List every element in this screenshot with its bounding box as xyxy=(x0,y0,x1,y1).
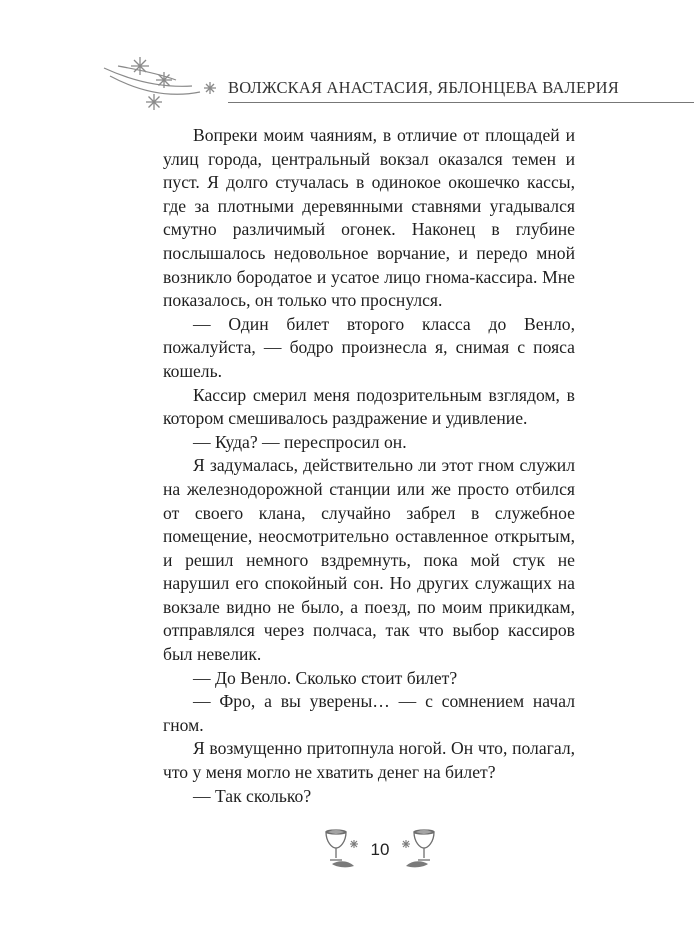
paragraph: Я задумалась, действительно ли этот гном служил на железнодорожной станции или же просто отбился от своего клана, случайно забрел в служебное помещение, неосмотрительно оставленное открытым, и решил немного вздремнуть, пока мой стук не нарушил его спокойный сон. Но других служащих на вокзале видно не было, а поезд, по моим прикидкам, отправлялся через полчаса, так что выбор кассиров был невелик. xyxy=(163,455,575,665)
paragraph: — Фро, а вы уверены… — с сомнением начал гном. xyxy=(163,691,575,735)
paragraph: Вопреки моим чаяниям, в отличие от площадей и улиц города, центральный вокзал оказался темен и пуст. Я долго стучалась в одинокое окошечко кассы, где за плотными деревянными ставнями угадывался смутно различимый огонек. Наконец в глубине послышалось недовольное ворчание, и передо мной возникло бородатое и усатое лицо гнома-кассира. Мне показалось, он только что проснулся. xyxy=(163,125,575,311)
header-rule xyxy=(228,102,694,103)
page-footer xyxy=(322,826,438,874)
goblet-snowflake-icon xyxy=(322,826,362,874)
paragraph: — Куда? — переспросил он. xyxy=(193,431,407,452)
paragraph: — Так сколько? xyxy=(193,785,312,806)
paragraph: — До Венло. Сколько стоит билет? xyxy=(193,667,458,688)
running-title: ВОЛЖСКАЯ АНАСТАСИЯ, ЯБЛОНЦЕВА ВАЛЕРИЯ xyxy=(228,78,619,97)
snowflake-swirl-ornament-icon xyxy=(100,40,230,120)
page-number: 10 xyxy=(370,840,390,859)
body-text xyxy=(163,124,575,808)
goblet-snowflake-icon xyxy=(398,826,438,874)
paragraph: Кассир смерил меня подозрительным взглядом, в котором смешивалось раздражение и удивление. xyxy=(163,384,575,429)
paragraph: Я возмущенно притопнула ногой. Он что, полагал, что у меня могло не хватить денег на билет? xyxy=(163,738,575,783)
page-header xyxy=(100,40,619,120)
paragraph: — Один билет второго класса до Венло, пожалуйста, — бодро произнесла я, снимая с пояса кошель. xyxy=(163,313,575,381)
